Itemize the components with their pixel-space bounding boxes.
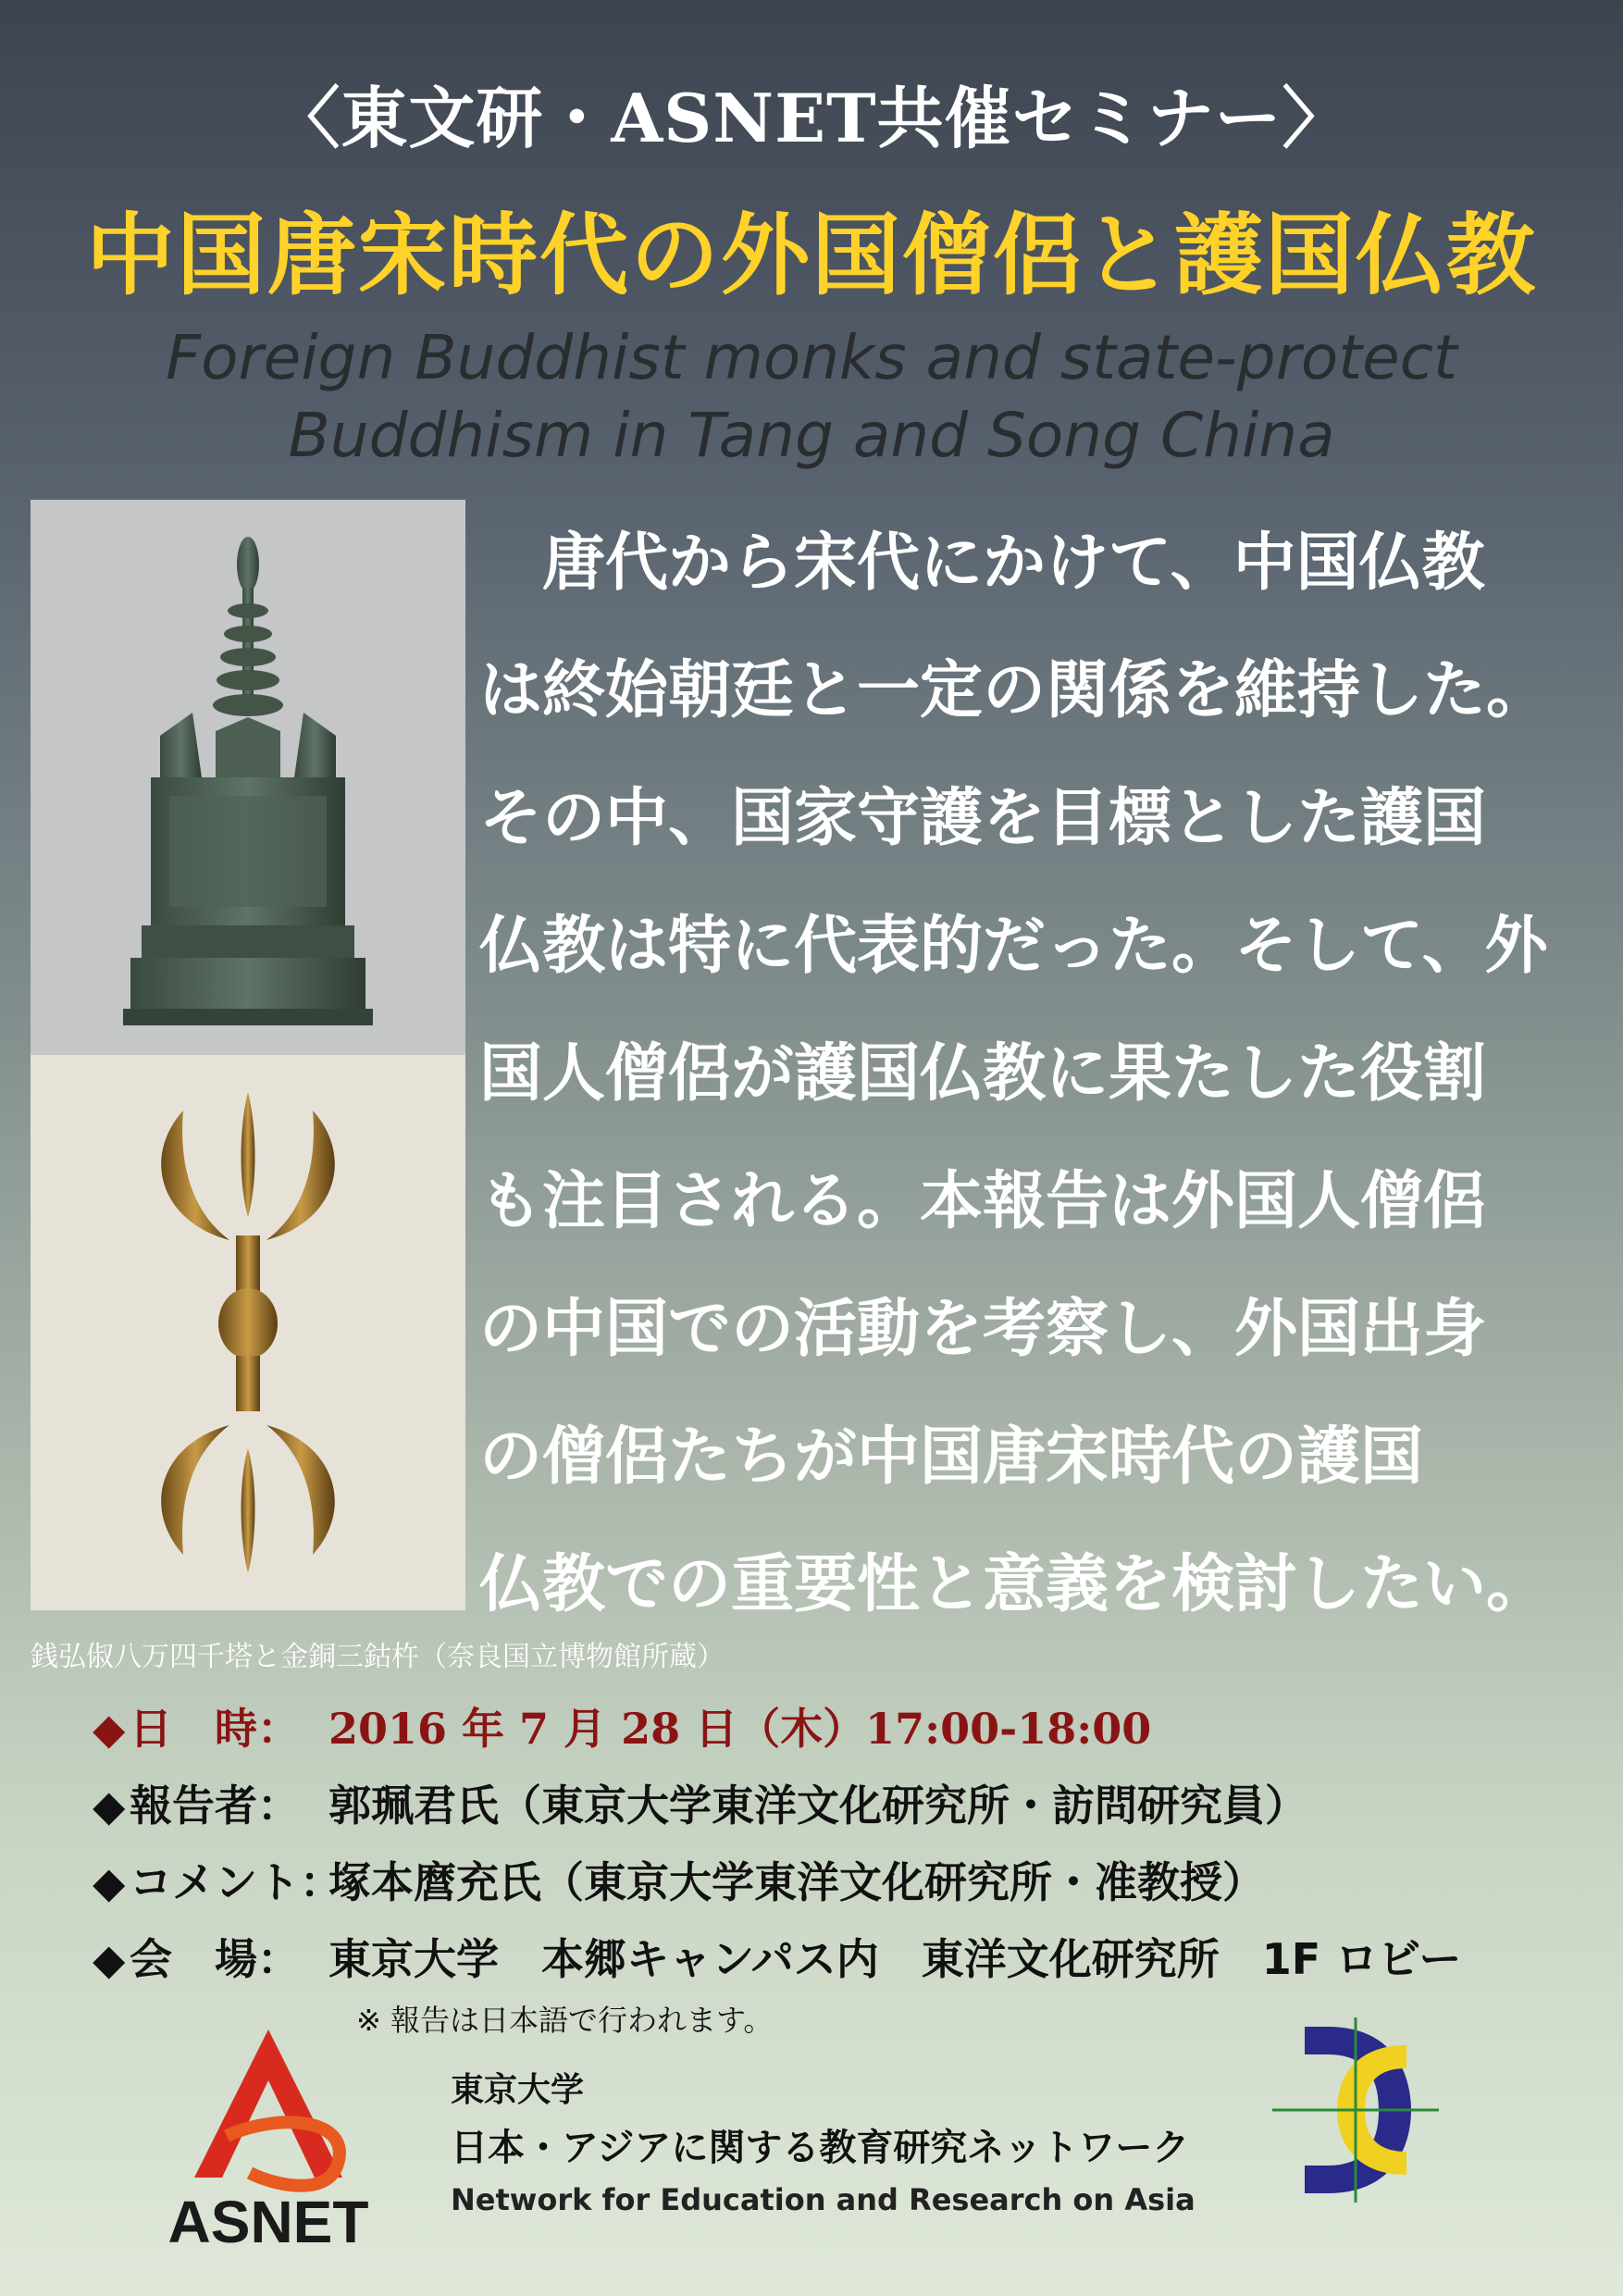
diamond-bullet-icon: ◆	[93, 1781, 126, 1831]
description-line: の僧侶たちが中国唐宋時代の護国	[479, 1421, 1424, 1494]
title-japanese: 中国唐宋時代の外国僧侶と護国仏教	[86, 204, 1537, 307]
org-university: 東京大学	[451, 2071, 585, 2109]
title-english-line-2: Buddhism in Tang and Song China	[288, 400, 1335, 471]
description-line: 仏教は特に代表的だった。そして、外	[479, 910, 1548, 983]
info-speaker-label: 報告者：	[130, 1781, 300, 1831]
asnet-logo-text: ASNET	[167, 2189, 369, 2255]
info-date-label: 日 時：	[130, 1704, 300, 1754]
description-line: 仏教での重要性と意義を検討したい。	[479, 1548, 1550, 1621]
seminar-series-label: 〈東文研・ASNET共催セミナー〉	[273, 79, 1350, 157]
language-note: ※ 報告は日本語で行われます。	[356, 2003, 774, 2038]
info-comment-label: コメント：	[130, 1857, 342, 1907]
institute-logo	[1272, 2017, 1439, 2203]
org-name-english: Network for Education and Research on Asia	[451, 2182, 1196, 2217]
diamond-bullet-icon: ◆	[93, 1857, 126, 1907]
description-text	[479, 500, 1599, 1649]
title-english-line-1: Foreign Buddhist monks and state-protect	[166, 322, 1457, 393]
stupa-photo	[31, 500, 465, 1055]
image-caption: 銭弘俶八万四千塔と金銅三鈷杵（奈良国立博物館所蔵）	[31, 1641, 725, 1673]
info-comment-value: 塚本麿充氏（東京大学東洋文化研究所・准教授）	[328, 1857, 1265, 1907]
vajra-photo	[31, 1055, 465, 1610]
info-date-row	[93, 1695, 1151, 1756]
organization-block	[451, 2064, 1196, 2217]
info-venue-row	[93, 1926, 1461, 1987]
diamond-bullet-icon: ◆	[93, 1934, 126, 1984]
org-name-japanese: 日本・アジアに関する教育研究ネットワーク	[451, 2127, 1190, 2169]
asnet-logo	[139, 2025, 398, 2256]
diamond-bullet-icon: ◆	[93, 1704, 126, 1754]
description-line: 唐代から宋代にかけて、中国仏教	[479, 527, 1485, 600]
info-speaker-row	[93, 1772, 1307, 1833]
description-line: 国人僧侶が護国仏教に果たした役割	[479, 1037, 1487, 1111]
info-comment-row	[93, 1849, 1265, 1910]
description-line: その中、国家守護を目標とした護国	[479, 782, 1487, 855]
title-english	[0, 319, 1623, 475]
description-line: は終始朝廷と一定の関係を維持した。	[479, 654, 1550, 727]
description-line: も注目される。本報告は外国人僧侶	[479, 1165, 1487, 1238]
description-line: の中国での活動を考察し、外国出身	[479, 1293, 1487, 1366]
info-speaker-value: 郭珮君氏（東京大学東洋文化研究所・訪問研究員）	[328, 1781, 1307, 1831]
info-venue-value: 東京大学 本郷キャンパス内 東洋文化研究所 1F ロビー	[328, 1934, 1462, 1984]
info-date-value: 2016 年 7 月 28 日（木）17:00-18:00	[328, 1704, 1152, 1754]
info-venue-label: 会 場：	[130, 1934, 300, 1984]
